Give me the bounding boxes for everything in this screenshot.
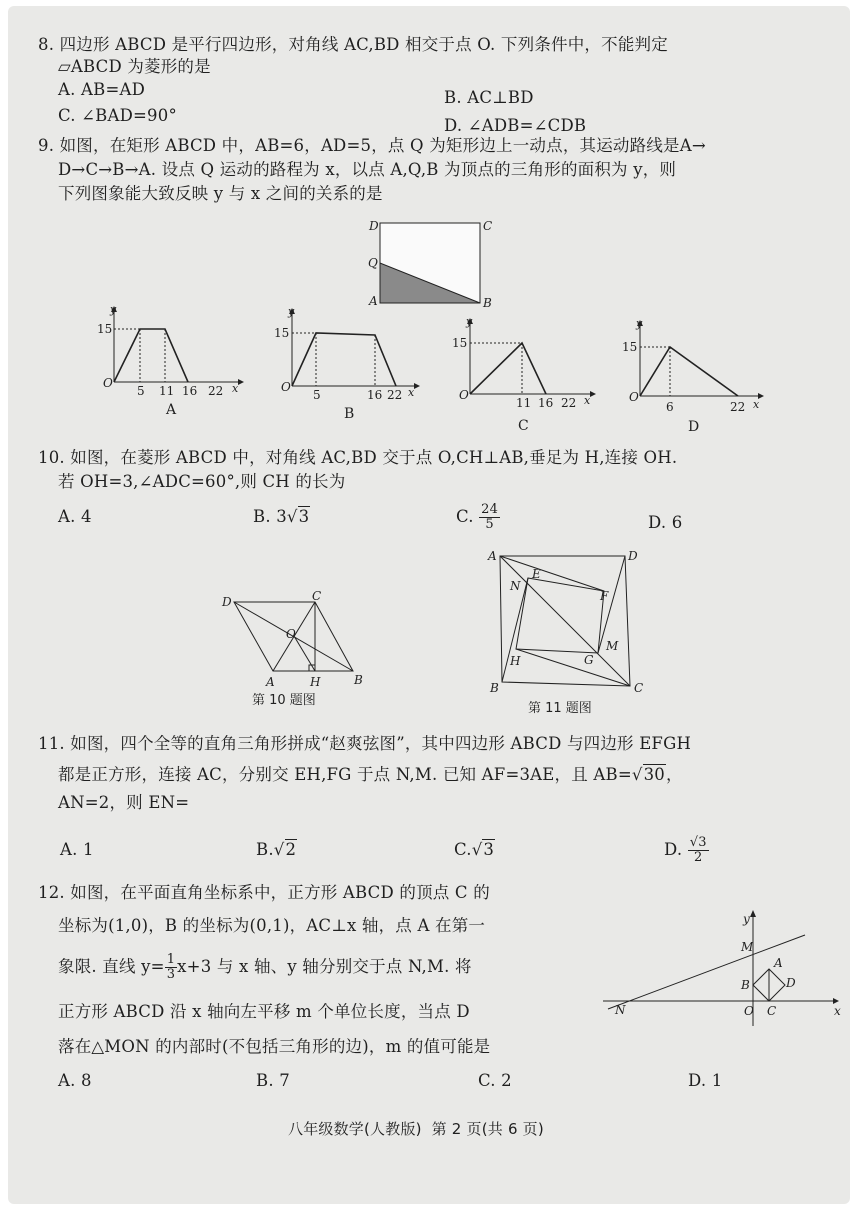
q12-fig-label-y: y xyxy=(743,912,750,926)
q12-fig-label-m: M xyxy=(741,940,754,954)
graph-a-y-label: y xyxy=(110,303,117,316)
q10-option-c-prefix: C. xyxy=(456,507,474,526)
graph-d-xtick-6: 6 xyxy=(666,400,674,414)
q12-coordinate-figure xyxy=(593,901,843,1031)
graph-b-ytick-15: 15 xyxy=(274,326,290,340)
graph-c-origin: O xyxy=(459,388,469,402)
graph-b-y-label: y xyxy=(288,305,295,318)
q8-stem-line1: 8. 四边形 ABCD 是平行四边形，对角线 AC,BD 相交于点 O. 下列条件中，不能判定 xyxy=(38,35,668,54)
graph-c-y-label: y xyxy=(466,315,473,328)
q11-option-d xyxy=(664,832,709,868)
graph-a-xtick-11: 11 xyxy=(159,384,175,398)
q10-fig-label-c: C xyxy=(312,589,322,603)
q12-fig-label-n: N xyxy=(615,1003,626,1017)
q11-stem-sqrt-radicand: 30 xyxy=(643,765,665,784)
q9-graph-a xyxy=(97,303,250,418)
q10-fig-label-b: B xyxy=(354,673,363,687)
q8-option-c: C. ∠BAD=90° xyxy=(58,106,177,125)
graph-a-origin: O xyxy=(103,376,113,390)
q10-option-b-radicand: 3 xyxy=(298,507,310,526)
q11-option-b-radicand: 2 xyxy=(285,840,297,859)
graph-b-x-label: x xyxy=(408,386,415,399)
q11-option-b: B.√2 xyxy=(256,840,297,859)
q10-rhombus-figure xyxy=(218,589,373,708)
graph-a-x-label: x xyxy=(232,382,239,395)
q12-fig-label-o: O xyxy=(744,1004,754,1018)
q12-fig-label-c: C xyxy=(767,1004,777,1018)
q12-option-a: A. 8 xyxy=(58,1071,92,1090)
q10-option-c-numerator: 24 xyxy=(481,502,499,517)
q9-rectangle-figure xyxy=(363,218,503,308)
q10-stem-line2: 若 OH=3,∠ADC=60°,则 CH 的长为 xyxy=(58,472,346,491)
q12-fraction-denominator: 3 xyxy=(166,967,176,982)
q8-stem-line2: ▱ABCD 为菱形的是 xyxy=(58,57,211,76)
q12-option-c: C. 2 xyxy=(478,1071,512,1090)
q10-stem-line1: 10. 如图，在菱形 ABCD 中，对角线 AC,BD 交于点 O,CH⊥AB,垂足为 H,连接 OH. xyxy=(38,448,678,467)
graph-c-ytick-15: 15 xyxy=(452,336,468,350)
q10-option-b: B. 3√3 xyxy=(253,507,310,526)
graph-b-xtick-16: 16 xyxy=(367,388,383,402)
q9-graph-d xyxy=(622,317,776,436)
q11-fig-label-g: G xyxy=(584,653,594,667)
q11-stem-line3: AN=2，则 EN= xyxy=(58,793,190,812)
q12-option-d: D. 1 xyxy=(688,1071,723,1090)
q12-stem-line3-start: 象限. 直线 y= xyxy=(58,957,165,976)
q12-stem-line1: 12. 如图，在平面直角坐标系中，正方形 ABCD 的顶点 C 的 xyxy=(38,883,490,902)
graph-a-ytick-15: 15 xyxy=(97,322,113,336)
graph-d-y-label: y xyxy=(636,317,643,330)
q10-option-c xyxy=(456,500,500,534)
q10-option-b-prefix: B. 3 xyxy=(253,507,287,526)
q11-stem-line2-end: ， xyxy=(665,765,683,784)
q11-option-c-radicand: 3 xyxy=(483,840,495,859)
q11-fig-label-d: D xyxy=(628,549,638,563)
graph-d-ytick-15: 15 xyxy=(622,340,638,354)
q11-figure-caption: 第 11 题图 xyxy=(528,701,592,716)
exam-page xyxy=(8,6,850,1204)
q12-stem-line4: 正方形 ABCD 沿 x 轴向左平移 m 个单位长度，当点 D xyxy=(58,1002,470,1021)
graph-c-caption: C xyxy=(518,418,529,434)
q12-stem-line3-end: x+3 与 x 轴、y 轴分别交于点 N,M. 将 xyxy=(177,957,472,976)
q9-graph-c xyxy=(452,315,606,434)
q11-fig-label-h: H xyxy=(510,654,521,668)
graph-c-xtick-22: 22 xyxy=(561,396,577,410)
graph-d-caption: D xyxy=(688,419,700,435)
q8-option-b: B. AC⊥BD xyxy=(444,88,534,107)
q10-fig-label-a: A xyxy=(266,675,275,689)
q9-stem-line2: D→C→B→A. 设点 Q 运动的路程为 x，以点 A,Q,B 为顶点的三角形的面积为 y，则 xyxy=(58,160,677,179)
q10-option-c-denominator: 5 xyxy=(485,517,494,532)
q12-stem-line2: 坐标为(1,0)，B 的坐标为(0,1)，AC⊥x 轴，点 A 在第一 xyxy=(58,916,486,935)
q8-option-d: D. ∠ADB=∠CDB xyxy=(444,116,587,135)
q10-figure-caption: 第 10 题图 xyxy=(252,693,316,708)
q11-stem-line2-text: 都是正方形，连接 AC，分别交 EH,FG 于点 N,M. 已知 AF=3AE，且 AB= xyxy=(58,765,632,784)
graph-b-xtick-22: 22 xyxy=(387,388,403,402)
q11-option-d-numerator: √3 xyxy=(689,835,707,850)
q9-fig-label-b: B xyxy=(483,296,492,310)
q11-fig-label-m: M xyxy=(606,639,619,653)
q11-fig-label-a: A xyxy=(488,549,497,563)
q10-fig-label-o: O xyxy=(286,627,296,641)
q12-option-b: B. 7 xyxy=(256,1071,290,1090)
q11-stem-line2: 都是正方形，连接 AC，分别交 EH,FG 于点 N,M. 已知 AF=3AE，且 AB=√30， xyxy=(58,765,683,784)
q12-fraction-numerator: 1 xyxy=(166,952,176,967)
q12-fig-label-b: B xyxy=(741,978,750,992)
q8-option-a: A. AB=AD xyxy=(58,80,146,99)
graph-c-xtick-11: 11 xyxy=(516,396,532,410)
q11-option-c-prefix: C. xyxy=(454,840,472,859)
graph-d-origin: O xyxy=(629,390,639,404)
graph-a-xtick-22: 22 xyxy=(208,384,224,398)
q11-option-d-prefix: D. xyxy=(664,840,683,859)
q12-stem-line5: 落在△MON 的内部时(不包括三角形的边)，m 的值可能是 xyxy=(58,1037,491,1056)
graph-c-x-label: x xyxy=(584,394,591,407)
graph-d-x-label: x xyxy=(753,398,760,411)
graph-b-origin: O xyxy=(281,380,291,394)
q12-fig-label-x: x xyxy=(834,1004,841,1018)
graph-b-xtick-5: 5 xyxy=(313,388,321,402)
q10-fig-label-h: H xyxy=(310,675,321,689)
q9-graph-b xyxy=(274,305,428,422)
q12-fig-label-a: A xyxy=(774,956,783,970)
q10-option-a: A. 4 xyxy=(58,507,92,526)
q11-option-c: C.√3 xyxy=(454,840,495,859)
q9-fig-label-c: C xyxy=(483,219,493,233)
q11-fig-label-e: E xyxy=(532,567,541,581)
graph-d-xtick-22: 22 xyxy=(730,400,746,414)
q11-option-d-denominator: 2 xyxy=(693,850,703,865)
q10-option-d: D. 6 xyxy=(648,513,683,532)
q11-zhao-shuang-figure xyxy=(480,546,650,716)
q11-fig-label-f: F xyxy=(600,589,609,603)
q12-fig-label-d: D xyxy=(786,976,796,990)
q12-stem-line3 xyxy=(58,950,472,984)
q11-fig-label-b: B xyxy=(490,681,499,695)
graph-a-xtick-16: 16 xyxy=(182,384,198,398)
q11-option-a: A. 1 xyxy=(60,840,94,859)
graph-a-caption: A xyxy=(166,402,177,418)
q10-fig-label-d: D xyxy=(222,595,232,609)
graph-a-xtick-5: 5 xyxy=(137,384,145,398)
q9-stem-line3: 下列图象能大致反映 y 与 x 之间的关系的是 xyxy=(58,184,383,203)
graph-c-xtick-16: 16 xyxy=(538,396,554,410)
q9-fig-label-a: A xyxy=(369,294,378,308)
q11-stem-line1: 11. 如图，四个全等的直角三角形拼成“赵爽弦图”，其中四边形 ABCD 与四边形 EFGH xyxy=(38,734,692,753)
q9-fig-label-d: D xyxy=(369,219,379,233)
q9-stem-line1: 9. 如图，在矩形 ABCD 中，AB=6，AD=5，点 Q 为矩形边上一动点，其运动路线是A→ xyxy=(38,136,706,155)
graph-b-caption: B xyxy=(344,406,355,422)
q11-fig-label-n: N xyxy=(510,579,521,593)
q11-option-b-prefix: B. xyxy=(256,840,274,859)
q9-fig-label-q: Q xyxy=(368,256,378,270)
page-footer: 八年级数学(人教版) 第 2 页(共 6 页) xyxy=(288,1120,544,1138)
q11-fig-label-c: C xyxy=(634,681,644,695)
